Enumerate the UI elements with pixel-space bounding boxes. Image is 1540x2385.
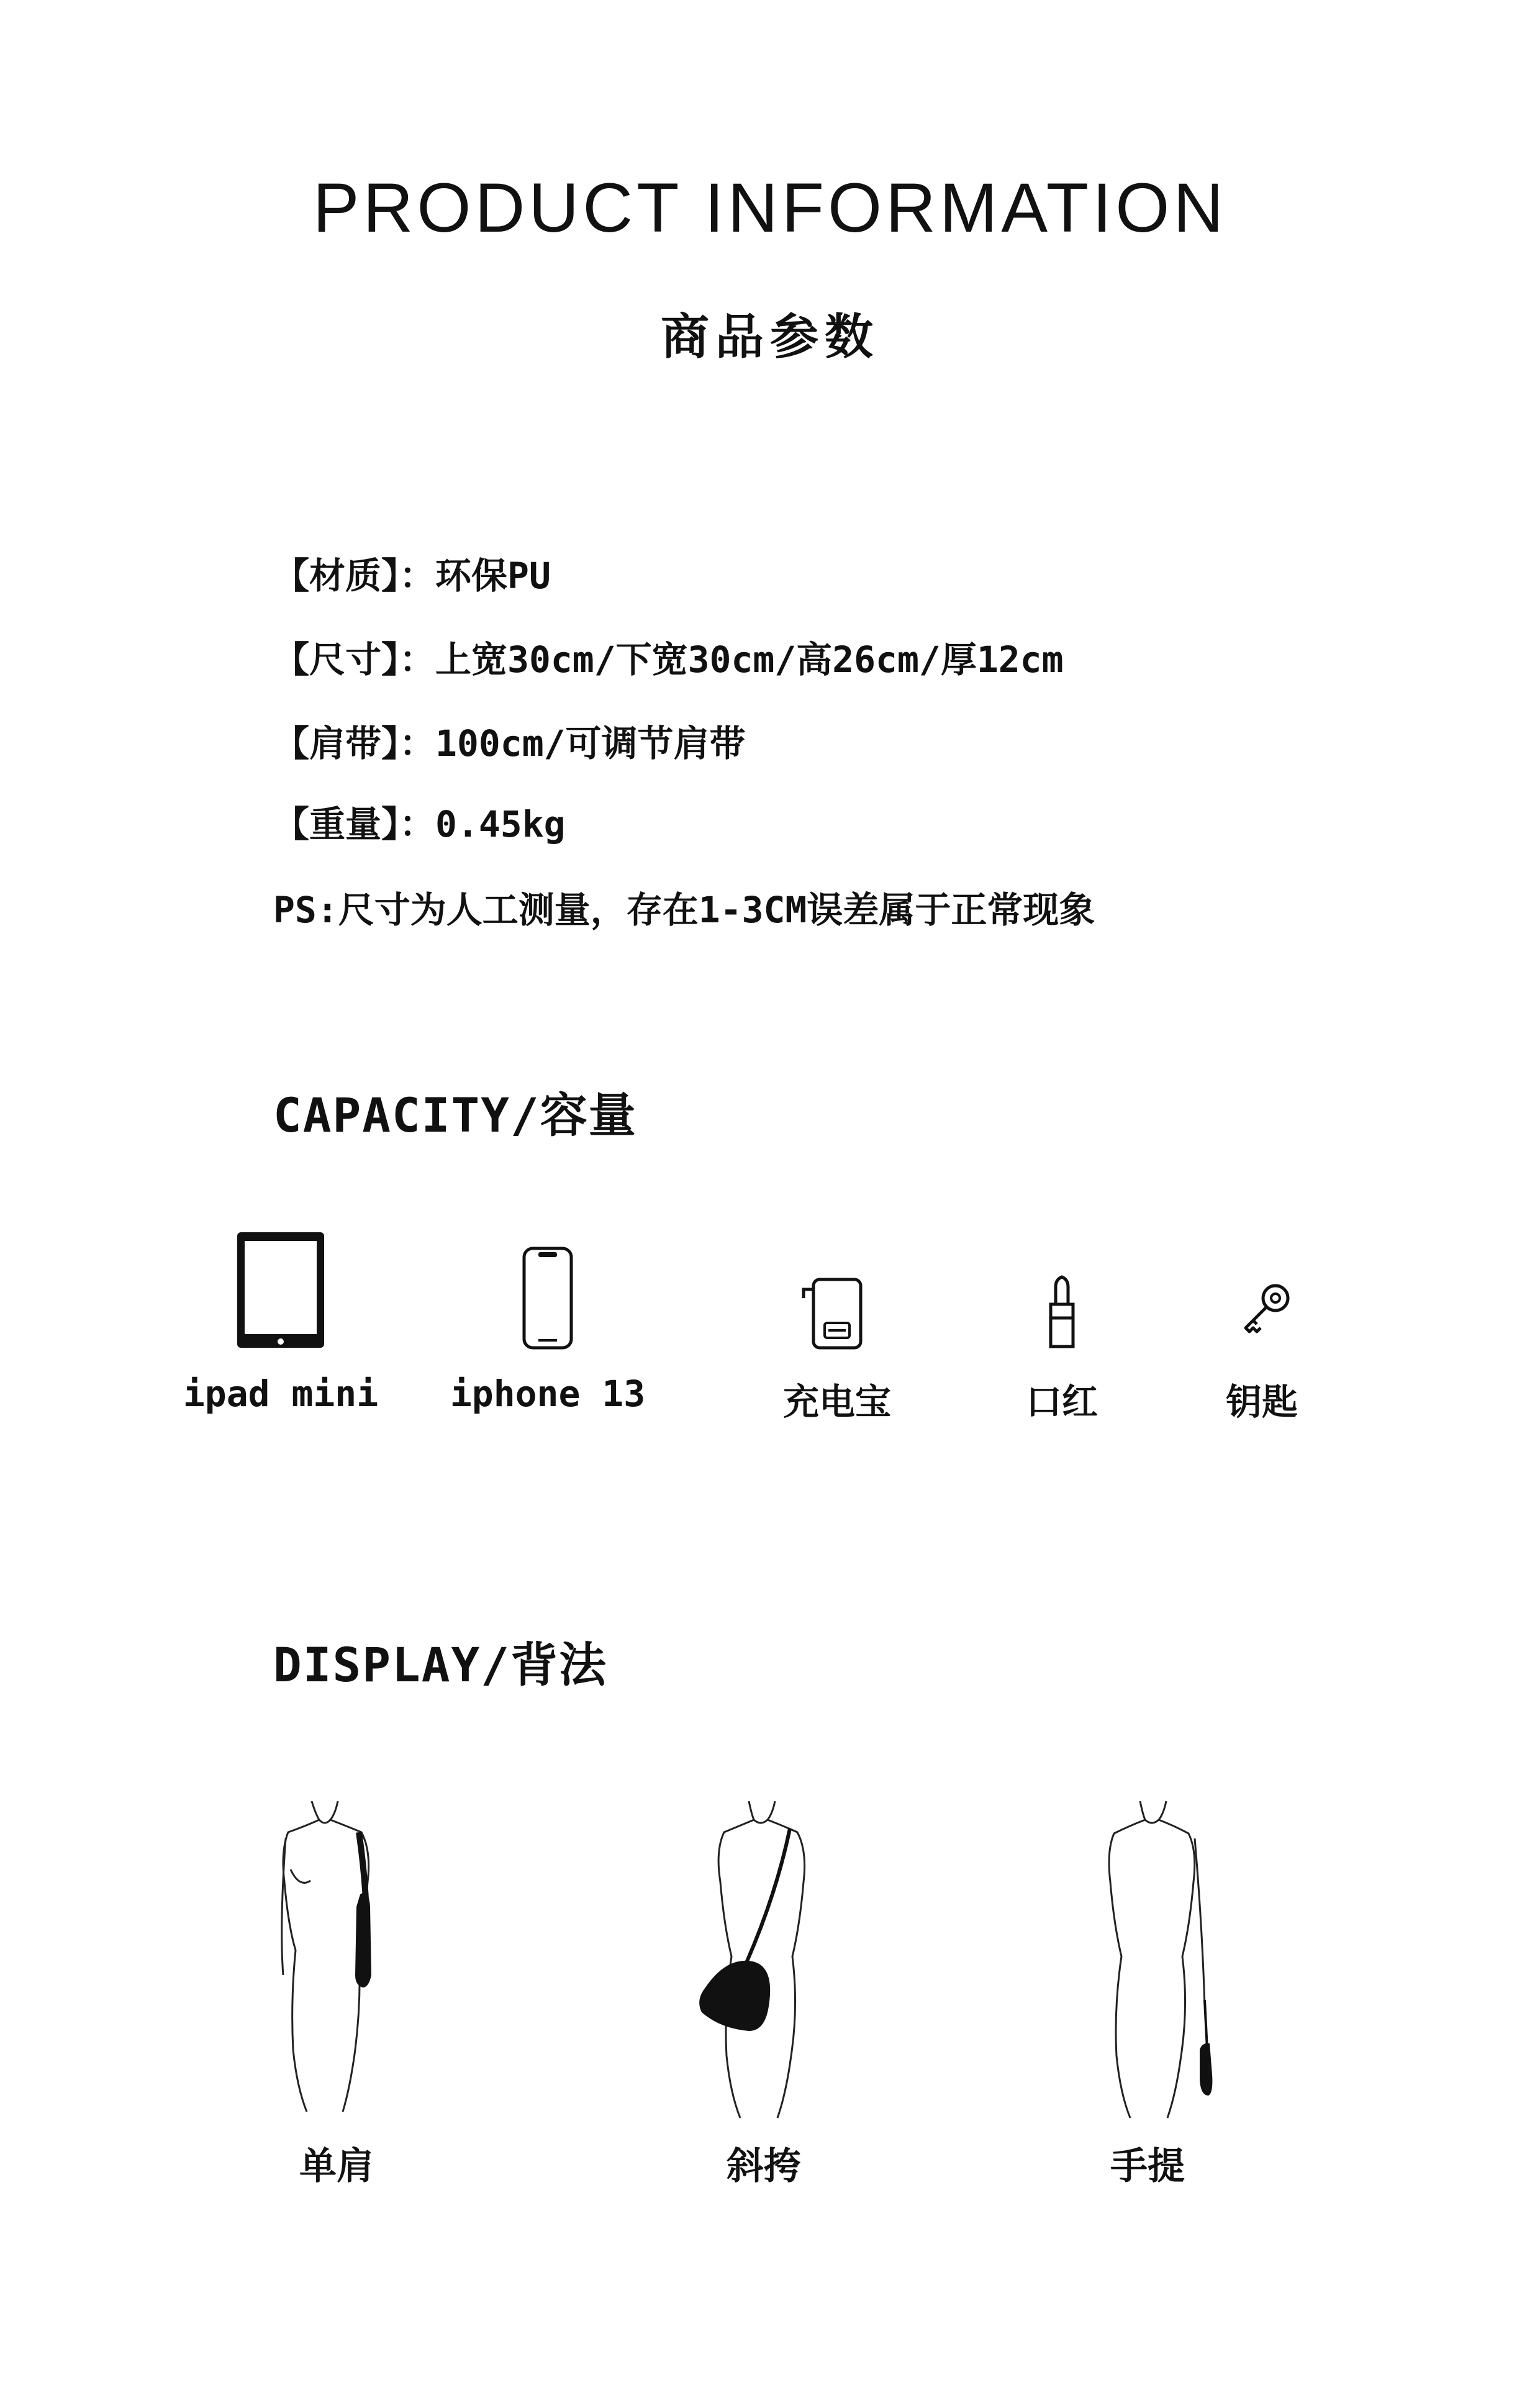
capacity-label: iphone 13 (450, 1373, 646, 1415)
capacity-label: 充电宝 (782, 1381, 891, 1423)
shoulder-carry-figure (175, 1801, 498, 2124)
tablet-icon (163, 1230, 399, 1354)
display-heading: DISPLAY/背法 (273, 1637, 608, 1692)
spec-separator: ： (399, 722, 436, 765)
power-bank-icon (719, 1230, 955, 1354)
spec-key: 【重量】 (273, 803, 400, 845)
crossbody-carry-figure (602, 1801, 925, 2124)
display-label: 手提 (1110, 2145, 1185, 2188)
display-label: 斜挎 (727, 2145, 801, 2188)
spec-row-weight (273, 795, 566, 847)
spec-row-material (273, 547, 551, 599)
display-label: 单肩 (299, 2145, 374, 2188)
page-subtitle: 商品参数 (660, 309, 879, 365)
capacity-label: 口红 (1025, 1381, 1098, 1423)
key-icon (1144, 1230, 1380, 1354)
spec-key: 【肩带】 (273, 722, 400, 765)
spec-separator: ： (399, 555, 436, 597)
spec-separator: ： (399, 638, 436, 681)
spec-value: 0.45kg (435, 803, 566, 845)
phone-icon (430, 1230, 666, 1354)
measurement-note: PS:尺寸为人工测量，存在1-3CM误差属于正常现象 (273, 889, 1095, 931)
capacity-label: ipad mini (183, 1373, 379, 1415)
spec-separator: ： (399, 803, 436, 845)
spec-value: 环保PU (435, 555, 551, 597)
hand-carry-figure (986, 1801, 1309, 2124)
spec-value: 上宽30cm/下宽30cm/高26cm/厚12cm (435, 638, 1064, 681)
spec-key: 【材质】 (273, 555, 400, 597)
spec-row-strap (273, 714, 746, 766)
spec-value: 100cm/可调节肩带 (435, 722, 746, 765)
spec-row-size (273, 630, 1064, 683)
capacity-label: 钥匙 (1225, 1381, 1298, 1423)
page-title: PRODUCT INFORMATION (312, 169, 1228, 247)
spec-key: 【尺寸】 (273, 638, 400, 681)
capacity-heading: CAPACITY/容量 (273, 1088, 637, 1143)
